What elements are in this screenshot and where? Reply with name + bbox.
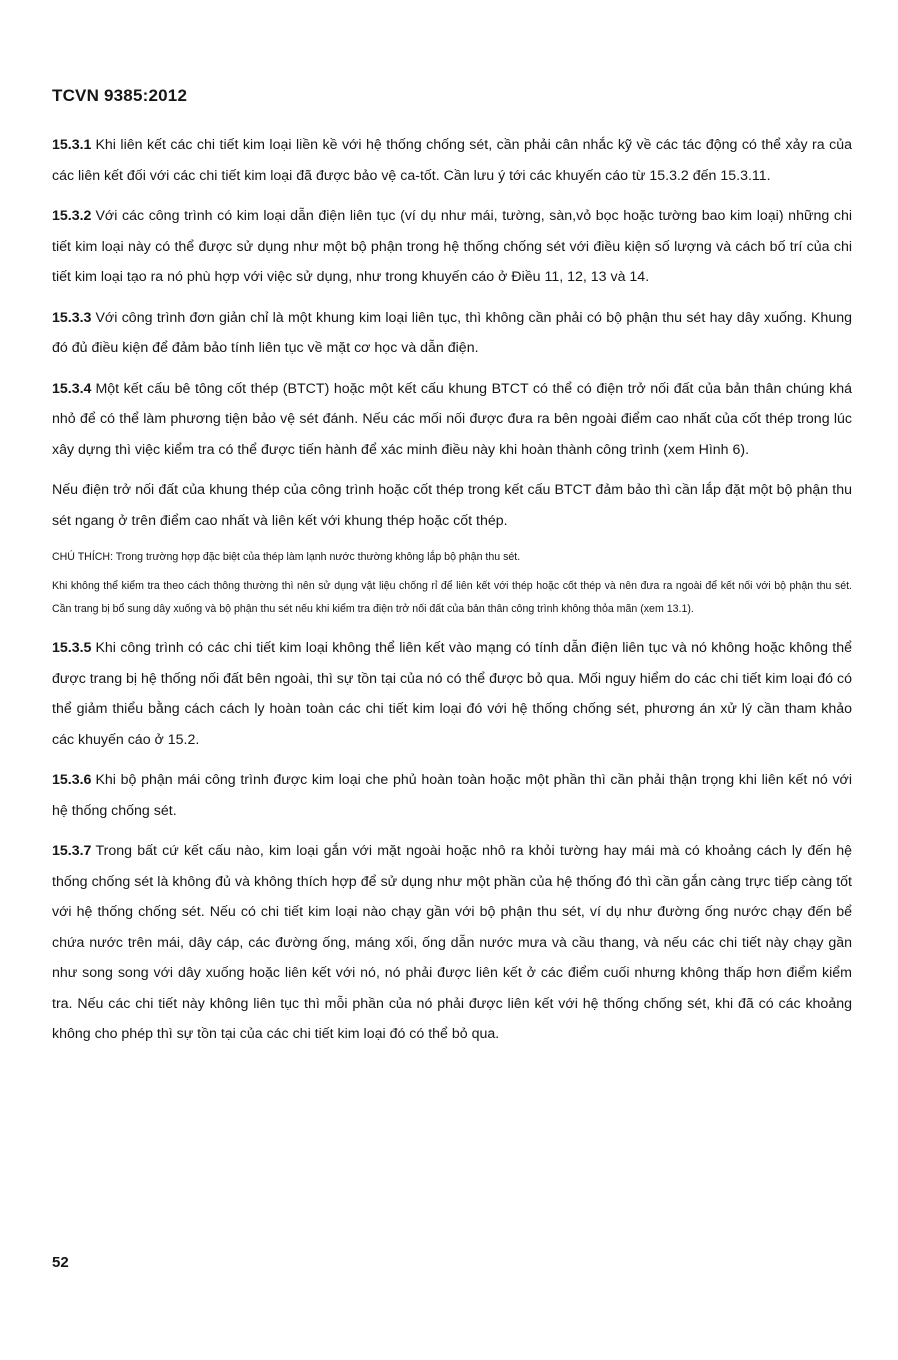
clause-number: 15.3.2 xyxy=(52,208,92,224)
note-title: CHÚ THÍCH: Trong trường hợp đặc biệt của thép làm lạnh nước thường không lắp bộ phận thu sét. xyxy=(52,551,521,563)
clause-number: 15.3.4 xyxy=(52,380,92,397)
clause-text: Khi công trình có các chi tiết kim loại không thể liên kết vào mạng có tính dẫn điện liên tục và nó không hoặc không thể được trang bị hệ thống nối đất bên ngoài, thì sự tồn tại của nó có thể được bỏ qua. Mối nguy hiểm do các chi tiết kim loại đó có thể giảm thiểu bằng cách cách ly hoàn toàn các chi tiết kim loại đó với hệ thống chống sét, phương án xử lý cần tham khảo các khuyến cáo ở 15.2. xyxy=(52,640,852,748)
clause-15-3-7 xyxy=(52,836,852,1050)
clause-15-3-5 xyxy=(52,633,852,755)
clause-15-3-4-continued xyxy=(52,475,852,536)
note-body: Khi không thể kiểm tra theo cách thông thường thì nên sử dụng vật liệu chống rỉ để liên kết với thép hoặc cốt thép và nên đưa ra ngoài để kết nối với bộ phận thu sét. Cần trang bị bổ sung dây xuống và bộ phận thu sét nếu khi kiểm tra điện trở nối đất của bản thân công trình không thỏa mãn (xem 13.1). xyxy=(52,580,852,615)
clause-15-3-4 xyxy=(52,374,852,466)
clause-text: Một kết cấu bê tông cốt thép (BTCT) hoặc một kết cấu khung BTCT có thể có điện trở nối đất của bản thân chúng khá nhỏ để có thể làm phương tiện bảo vệ sét đánh. Nếu các mối nối được đưa ra bên ngoài điểm cao nhất của cốt thép trong lúc xây dựng thì việc kiểm tra có thể được tiến hành để xác minh điều này khi hoàn thành công trình (xem Hình 6). xyxy=(52,380,852,458)
note-block xyxy=(52,546,852,621)
clause-text: Khi liên kết các chi tiết kim loại liền kề với hệ thống chống sét, cần phải cân nhắc kỹ về các tác động có thể xảy ra của các liên kết đối với các chi tiết kim loại đã được bảo vệ ca-tốt. Cần lưu ý tới các khuyến cáo từ 15.3.2 đến 15.3.11. xyxy=(52,137,852,184)
clause-text: Nếu điện trở nối đất của khung thép của công trình hoặc cốt thép trong kết cấu BTCT đảm bảo thì cần lắp đặt một bộ phận thu sét ngang ở trên điểm cao nhất và liên kết với khung thép hoặc cốt thép. xyxy=(52,482,852,529)
standard-code-header: TCVN 9385:2012 xyxy=(52,86,188,105)
clause-15-3-1 xyxy=(52,130,852,191)
clause-text: Với các công trình có kim loại dẫn điện liên tục (ví dụ như mái, tường, sàn,vỏ bọc hoặc tường bao kim loại) những chi tiết kim loại này có thể được sử dụng như một bộ phận trong hệ thống chống sét với điều kiện số lượng và cách bố trí của chi tiết kim loại tạo ra nó phù hợp với việc sử dụng, như trong khuyến cáo ở Điều 11, 12, 13 và 14. xyxy=(52,208,852,285)
clause-15-3-3 xyxy=(52,303,852,364)
clause-text: Trong bất cứ kết cấu nào, kim loại gắn với mặt ngoài hoặc nhô ra khỏi tường hay mái mà có khoảng cách ly đến hệ thống chống sét là không đủ và không thích hợp để sử dụng như một phần của hệ thống đó thì cần gắn càng trực tiếp càng tốt với hệ thống chống sét. Nếu có chi tiết kim loại nào chạy gần với bộ phận thu sét, ví dụ như đường ống nước chạy đến bể chứa nước trên mái, dây cáp, các đường ống, máng xối, ống dẫn nước mưa và cầu thang, và nếu các chi tiết này chạy gần như song song với dây xuống hoặc liên kết với nó, nó phải được liên kết ở các điểm cuối nhưng không thấp hơn điểm kiểm tra. Nếu các chi tiết này không liên tục thì mỗi phần của nó phải được liên kết với hệ thống chống sét, khi đã có các khoảng không cho phép thì sự tồn tại của các chi tiết kim loại đó có thể bỏ qua. xyxy=(52,843,852,1042)
document-page xyxy=(52,0,852,1360)
clause-number: 15.3.5 xyxy=(52,640,92,656)
clause-number: 15.3.1 xyxy=(52,137,92,153)
clause-text: Khi bộ phận mái công trình được kim loại che phủ hoàn toàn hoặc một phần thì cần phải thận trọng khi liên kết nó với hệ thống chống sét. xyxy=(52,772,852,819)
document-body xyxy=(52,130,852,1060)
clause-number: 15.3.6 xyxy=(52,772,92,788)
clause-number: 15.3.7 xyxy=(52,843,92,859)
clause-15-3-6 xyxy=(52,765,852,826)
page-number: 52 xyxy=(52,1254,69,1271)
clause-15-3-2 xyxy=(52,201,852,293)
clause-number: 15.3.3 xyxy=(52,309,92,326)
clause-text: Với công trình đơn giản chỉ là một khung kim loại liên tục, thì không cần phải có bộ phận thu sét hay dây xuống. Khung đó đủ điều kiện để đảm bảo tính liên tục về mặt cơ học và dẫn điện. xyxy=(52,309,852,356)
